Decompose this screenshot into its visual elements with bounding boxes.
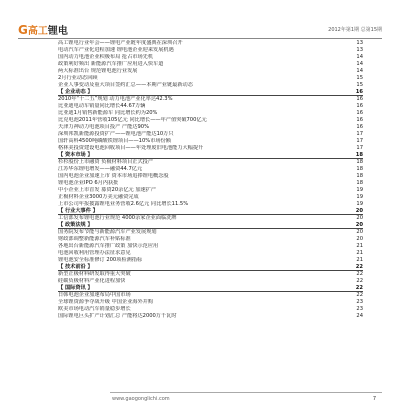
toc-entry[interactable] bbox=[58, 61, 363, 68]
toc-entry[interactable] bbox=[58, 194, 363, 201]
issue-label: 2012年第1期 总第15期 bbox=[328, 27, 382, 33]
toc-page-number: 16 bbox=[355, 89, 363, 95]
toc-page-number: 21 bbox=[356, 250, 363, 256]
toc-entry[interactable] bbox=[58, 124, 363, 131]
toc-section-heading bbox=[58, 152, 363, 159]
page-number: 7 bbox=[372, 396, 376, 402]
toc-page-number: 16 bbox=[356, 96, 363, 102]
logo-brand: 高工 bbox=[27, 26, 48, 37]
toc-entry[interactable] bbox=[58, 40, 363, 47]
toc-section-title: 【 企业动态 】 bbox=[58, 89, 93, 95]
toc-entry-title: 全球锂资源争夺战升级 中国企业海外并购 bbox=[58, 299, 154, 305]
toc-entry[interactable] bbox=[58, 47, 363, 54]
toc-page-number: 19 bbox=[356, 187, 363, 193]
toc-page-number: 21 bbox=[356, 243, 363, 249]
toc-entry[interactable] bbox=[58, 187, 363, 194]
toc-entry-title: 2010年“十二五”规划 动力电池产业化率达42.3% bbox=[58, 96, 173, 102]
toc-page-number: 21 bbox=[356, 257, 363, 263]
toc-entry-title: 高工锂电行业年会——锂电产业链年度盛典在深圳召开 bbox=[58, 40, 183, 46]
toc-entry-title: 日韩电池企业加速布局中国市场 bbox=[58, 292, 131, 298]
toc-entry[interactable] bbox=[58, 271, 363, 278]
toc-entry[interactable] bbox=[58, 292, 363, 299]
toc-entry-title: 锂电池企业IPO 6月内获批 bbox=[58, 180, 119, 186]
toc-page-number: 22 bbox=[356, 278, 363, 284]
toc-page-number: 18 bbox=[356, 159, 363, 165]
toc-entry[interactable] bbox=[58, 96, 363, 103]
toc-entry[interactable] bbox=[58, 103, 363, 110]
toc-page-number: 16 bbox=[356, 110, 363, 116]
toc-page-number: 15 bbox=[356, 82, 363, 88]
toc-entry-title: 硅碳负极材料产业化进程加快 bbox=[58, 278, 126, 284]
toc-entry-title: 国轩高科4500吨磷酸铁锂项目——10%市场份额 bbox=[58, 138, 171, 144]
toc-page-number: 16 bbox=[356, 103, 363, 109]
toc-page-number: 17 bbox=[356, 138, 363, 144]
toc-entry-title: 企业人事变动及重大项目签约汇总——本期产业链最新动态 bbox=[58, 82, 193, 88]
toc-page-number: 13 bbox=[356, 40, 363, 46]
toc-entry-title: 财政部调整新能源汽车补贴标准 bbox=[58, 236, 131, 242]
toc-entry[interactable] bbox=[58, 201, 363, 208]
toc-entry[interactable] bbox=[58, 236, 363, 243]
toc-entry[interactable] bbox=[58, 299, 363, 306]
toc-entry[interactable] bbox=[58, 82, 363, 89]
toc-section-heading bbox=[58, 208, 363, 215]
toc-entry-title: 各地出台新能源汽车推广政策 加快示范应用 bbox=[58, 243, 159, 249]
toc-entry-title: 比亚迪电动车销量同比增长44.67万辆 bbox=[58, 103, 146, 109]
logo-text: 锂电 bbox=[47, 26, 68, 37]
toc-section-title: 【 技术前沿 】 bbox=[58, 264, 93, 270]
toc-entry-title: 2月行业动态回顾 bbox=[58, 75, 98, 81]
footer-divider bbox=[110, 392, 382, 393]
toc-entry[interactable] bbox=[58, 278, 363, 285]
toc-page-number: 19 bbox=[356, 194, 363, 200]
toc-entry[interactable] bbox=[58, 117, 363, 124]
toc-entry[interactable] bbox=[58, 257, 363, 264]
toc-entry-title: 国内动力电池企业积极布局 抢占市场先机 bbox=[58, 54, 154, 60]
toc-entry-title: 电动汽车产业化进程加速 锂电池企业迎来发展机遇 bbox=[58, 47, 174, 53]
logo-mark: G bbox=[18, 23, 28, 37]
page-header bbox=[18, 24, 382, 36]
toc-entry-title: 天津力神动力电池项目投产 产能达90% bbox=[58, 124, 149, 130]
toc-page-number: 18 bbox=[356, 166, 363, 172]
toc-page-number: 22 bbox=[355, 264, 363, 270]
toc-page-number: 13 bbox=[356, 47, 363, 53]
toc-entry-title: 工信部发布锂电池行业规范 4000余家企业面临洗牌 bbox=[58, 215, 177, 221]
toc-entry[interactable] bbox=[58, 306, 363, 313]
toc-section-title: 【 资本市场 】 bbox=[58, 152, 93, 158]
toc-section-heading bbox=[58, 89, 363, 96]
toc-entry-title: 格林美投资建设电池回收项目——年处理废旧电池能力大幅提升 bbox=[58, 145, 204, 151]
toc-entry[interactable] bbox=[58, 131, 363, 138]
toc-page-number: 14 bbox=[356, 61, 363, 67]
toc-page-number: 18 bbox=[355, 152, 363, 158]
toc-section-title: 【 行业大事件 】 bbox=[58, 208, 98, 214]
toc-entry[interactable] bbox=[58, 215, 363, 222]
toc-entry[interactable] bbox=[58, 229, 363, 236]
toc-entry-title: 国际锂电巨头扩产计划汇总 产能将达2000万千瓦时 bbox=[58, 313, 177, 319]
toc-entry[interactable] bbox=[58, 138, 363, 145]
toc-entry-title: 深圳邦凯新能源投资扩产——锂电池产能达10万只 bbox=[58, 131, 174, 137]
toc-entry[interactable] bbox=[58, 75, 363, 82]
toc-entry-title: 江苏华东锂电增发——融资44.7亿元 bbox=[58, 166, 143, 172]
toc-entry[interactable] bbox=[58, 110, 363, 117]
toc-entry-title: 比亚迪1月销售新能源车 同比增长约为20% bbox=[58, 110, 158, 116]
toc-page-number: 18 bbox=[356, 173, 363, 179]
toc-page-number: 19 bbox=[356, 201, 363, 207]
toc-page-number: 20 bbox=[356, 229, 363, 235]
toc-page-number: 18 bbox=[356, 180, 363, 186]
toc-page-number: 15 bbox=[356, 75, 363, 81]
toc-entry-title: 电池回收利用管理办法征求意见 bbox=[58, 250, 131, 256]
header-divider bbox=[18, 38, 382, 39]
toc-page-number: 16 bbox=[356, 124, 363, 130]
toc-page-number: 20 bbox=[356, 236, 363, 242]
toc-entry-title: 国内电池企业加速上市 资本市场追捧锂电概念股 bbox=[58, 173, 169, 179]
toc-page-number: 20 bbox=[355, 208, 363, 214]
toc-entry-title: 正极材料企业3000万美元融资完成 bbox=[58, 194, 139, 200]
toc-entry-title: 国务院发布节能与新能源汽车产业发展规划 bbox=[58, 229, 157, 235]
toc-entry-title: 上市公司年报披露锂电业务营收2.6亿元 同比增长11.5% bbox=[58, 201, 189, 207]
toc-entry[interactable] bbox=[58, 159, 363, 166]
toc-page-number: 17 bbox=[356, 145, 363, 151]
footer-url[interactable]: www.gaogonglichi.com bbox=[112, 396, 170, 402]
toc-entry[interactable] bbox=[58, 54, 363, 61]
toc-entry[interactable] bbox=[58, 243, 363, 250]
toc-page-number: 14 bbox=[356, 54, 363, 60]
toc-entry[interactable] bbox=[58, 180, 363, 187]
toc-entry[interactable] bbox=[58, 166, 363, 173]
toc-entry-title: 杉杉股份上市融资 负极材料项目正式投产 bbox=[58, 159, 154, 165]
toc-section-heading bbox=[58, 285, 363, 292]
toc-page-number: 22 bbox=[356, 292, 363, 298]
toc-page-number: 23 bbox=[356, 306, 363, 312]
toc-entry-title: 锂电池安全标准修订 200项检测指标 bbox=[58, 257, 143, 263]
toc-section-title: 【 政策法规 】 bbox=[58, 222, 93, 228]
toc-entry-title: 欧美市场电动汽车销量稳步增长 bbox=[58, 306, 131, 312]
toc-page-number: 16 bbox=[356, 117, 363, 123]
toc-entry[interactable] bbox=[58, 145, 363, 152]
toc-page-number: 20 bbox=[355, 222, 363, 228]
toc-entry-title: 新型正极材料研发取得重大突破 bbox=[58, 271, 131, 277]
brand-logo bbox=[18, 24, 68, 38]
toc-page-number: 17 bbox=[356, 131, 363, 137]
toc-entry-title: 政策利好频出 新能源汽车推广应用进入快车道 bbox=[58, 61, 164, 67]
toc-entry-title: 中小企业上市首发 募资20余亿元 加速扩产 bbox=[58, 187, 157, 193]
toc-page-number: 23 bbox=[356, 299, 363, 305]
toc-page-number: 22 bbox=[355, 285, 363, 291]
toc-section-heading bbox=[58, 222, 363, 229]
toc-page-number: 22 bbox=[356, 271, 363, 277]
toc-entry-title: 比克电池2011年营收105亿元 同比增长——年产值突破700亿元 bbox=[58, 117, 207, 123]
table-of-contents bbox=[58, 40, 363, 320]
toc-section-title: 【 国际资讯 】 bbox=[58, 285, 93, 291]
toc-entry[interactable] bbox=[58, 250, 363, 257]
toc-entry[interactable] bbox=[58, 313, 363, 320]
toc-page-number: 20 bbox=[356, 215, 363, 221]
toc-section-heading bbox=[58, 264, 363, 271]
toc-page-number: 24 bbox=[356, 313, 363, 319]
toc-entry[interactable] bbox=[58, 68, 363, 75]
toc-entry[interactable] bbox=[58, 173, 363, 180]
toc-entry-title: 两大标准出台 规范锂电池行业发展 bbox=[58, 68, 138, 74]
toc-page-number: 14 bbox=[356, 68, 363, 74]
